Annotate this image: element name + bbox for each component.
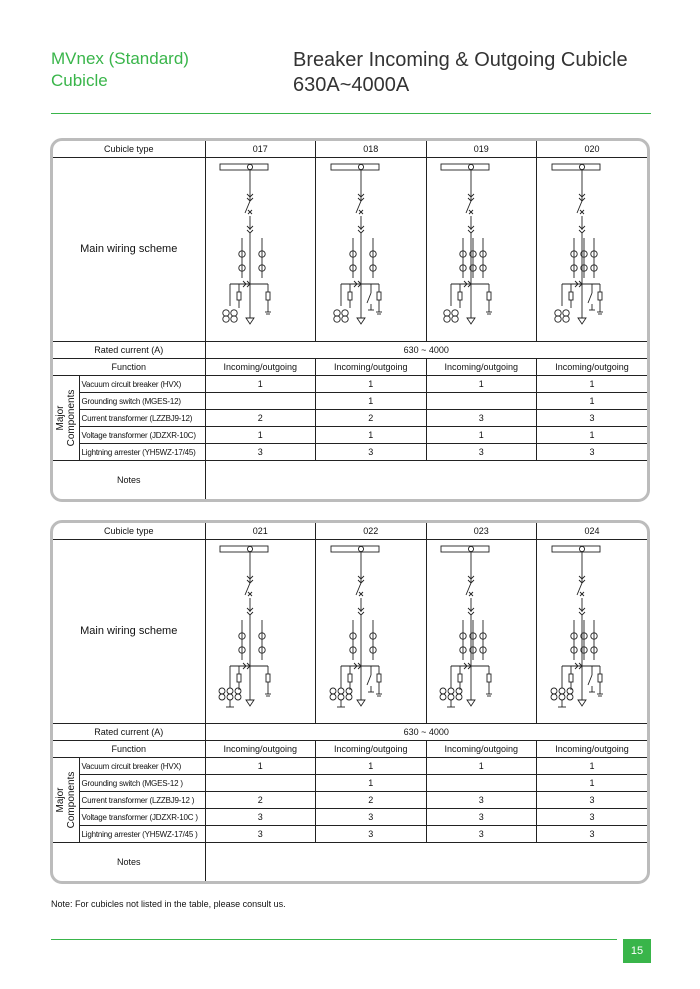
cubicle-type-value: 022 (316, 523, 427, 540)
wiring-scheme-row (53, 158, 647, 342)
function-value: Incoming/outgoing (426, 359, 537, 376)
component-qty: 1 (426, 376, 537, 393)
component-qty: 3 (537, 826, 648, 843)
component-name: Vacuum circuit breaker (HVX) (79, 376, 205, 393)
component-qty: 3 (205, 826, 316, 843)
component-qty: 3 (205, 809, 316, 826)
component-qty: 1 (316, 376, 427, 393)
major-label-line2: Components (65, 389, 77, 447)
function-value: Incoming/outgoing (426, 741, 537, 758)
component-qty: 1 (537, 376, 648, 393)
wiring-diagram-cell (426, 158, 537, 342)
component-row (53, 792, 647, 809)
notes-value (205, 461, 647, 500)
component-row (53, 758, 647, 775)
major-label-line1: Major (54, 405, 66, 431)
major-components-label (53, 758, 79, 843)
series-title (51, 48, 189, 92)
function-value: Incoming/outgoing (537, 741, 648, 758)
component-name: Lightning arrester (YH5WZ-17/45 ) (79, 826, 205, 843)
cubicle-spec-table (53, 523, 647, 881)
component-row (53, 427, 647, 444)
function-value: Incoming/outgoing (537, 359, 648, 376)
component-qty: 1 (316, 775, 427, 792)
notes-row (53, 461, 647, 500)
function-row (53, 359, 647, 376)
rated-current-value: 630 ~ 4000 (205, 724, 647, 741)
page-number: 15 (623, 939, 651, 963)
page-title-line1: Breaker Incoming & Outgoing Cubicle (293, 49, 628, 71)
component-qty (426, 393, 537, 410)
cubicle-type-value: 018 (316, 141, 427, 158)
component-qty: 1 (537, 775, 648, 792)
footer-divider (51, 939, 617, 940)
function-value: Incoming/outgoing (316, 741, 427, 758)
wiring-diagram-icon (210, 158, 310, 341)
major-label-line1: Major (54, 787, 66, 813)
wiring-diagram-icon (431, 540, 531, 723)
component-qty: 3 (426, 410, 537, 427)
component-qty: 1 (426, 758, 537, 775)
component-qty: 3 (316, 444, 427, 461)
component-name: Voltage transformer (JDZXR-10C ) (79, 809, 205, 826)
component-row (53, 393, 647, 410)
wiring-diagram-cell (537, 540, 648, 724)
page-title-line2: 630A~4000A (293, 74, 410, 96)
component-qty: 1 (537, 427, 648, 444)
component-qty: 1 (316, 758, 427, 775)
wiring-scheme-row (53, 540, 647, 724)
component-qty: 3 (205, 444, 316, 461)
header-divider (51, 113, 651, 114)
component-row (53, 410, 647, 427)
function-value: Incoming/outgoing (316, 359, 427, 376)
footnote: Note: For cubicles not listed in the table, please consult us. (51, 899, 286, 909)
function-label: Function (53, 741, 205, 758)
cubicle-type-value: 019 (426, 141, 537, 158)
component-qty: 1 (537, 393, 648, 410)
component-qty: 3 (537, 809, 648, 826)
component-qty: 3 (426, 809, 537, 826)
major-label-line2: Components (65, 771, 77, 829)
component-row (53, 809, 647, 826)
cubicle-type-value: 017 (205, 141, 316, 158)
function-label: Function (53, 359, 205, 376)
wiring-diagram-icon (542, 158, 642, 341)
component-name: Vacuum circuit breaker (HVX) (79, 758, 205, 775)
rated-current-row (53, 724, 647, 741)
notes-label: Notes (53, 461, 205, 500)
series-title-line2: Cubicle (51, 71, 108, 90)
function-value: Incoming/outgoing (205, 359, 316, 376)
rated-current-label: Rated current (A) (53, 342, 205, 359)
component-row (53, 826, 647, 843)
main-wiring-label: Main wiring scheme (53, 158, 205, 342)
wiring-diagram-cell (537, 158, 648, 342)
wiring-diagram-cell (205, 158, 316, 342)
wiring-diagram-icon (542, 540, 642, 723)
component-row (53, 775, 647, 792)
wiring-diagram-cell (316, 540, 427, 724)
wiring-diagram-cell (426, 540, 537, 724)
cubicle-type-row (53, 523, 647, 540)
component-qty: 1 (205, 376, 316, 393)
wiring-diagram-icon (321, 540, 421, 723)
component-qty: 2 (316, 410, 427, 427)
component-qty: 3 (316, 809, 427, 826)
component-name: Current transformer (LZZBJ9-12 ) (79, 792, 205, 809)
component-qty (205, 393, 316, 410)
notes-row (53, 843, 647, 882)
wiring-diagram-icon (321, 158, 421, 341)
page-title (293, 48, 628, 98)
cubicle-type-row (53, 141, 647, 158)
component-qty: 2 (205, 410, 316, 427)
component-qty (426, 775, 537, 792)
cubicle-type-label: Cubicle type (53, 141, 205, 158)
component-qty: 3 (426, 444, 537, 461)
cubicle-table-2 (50, 520, 650, 884)
component-row (53, 444, 647, 461)
component-name: Voltage transformer (JDZXR-10C) (79, 427, 205, 444)
component-qty: 1 (426, 427, 537, 444)
component-qty: 1 (316, 393, 427, 410)
component-qty: 3 (426, 826, 537, 843)
component-qty: 1 (316, 427, 427, 444)
cubicle-type-label: Cubicle type (53, 523, 205, 540)
component-name: Grounding switch (MGES-12) (79, 393, 205, 410)
cubicle-type-value: 021 (205, 523, 316, 540)
function-value: Incoming/outgoing (205, 741, 316, 758)
component-qty (205, 775, 316, 792)
cubicle-type-value: 023 (426, 523, 537, 540)
main-wiring-label: Main wiring scheme (53, 540, 205, 724)
component-qty: 3 (316, 826, 427, 843)
major-components-label (53, 376, 79, 461)
rated-current-row (53, 342, 647, 359)
component-name: Current transformer (LZZBJ9-12) (79, 410, 205, 427)
component-qty: 1 (205, 758, 316, 775)
cubicle-type-value: 020 (537, 141, 648, 158)
series-title-line1: MVnex (Standard) (51, 49, 189, 68)
component-qty: 3 (426, 792, 537, 809)
wiring-diagram-icon (210, 540, 310, 723)
rated-current-label: Rated current (A) (53, 724, 205, 741)
component-row (53, 376, 647, 393)
wiring-diagram-cell (316, 158, 427, 342)
function-row (53, 741, 647, 758)
component-qty: 3 (537, 792, 648, 809)
cubicle-type-value: 024 (537, 523, 648, 540)
cubicle-table-1 (50, 138, 650, 502)
rated-current-value: 630 ~ 4000 (205, 342, 647, 359)
component-name: Lightning arrester (YH5WZ-17/45) (79, 444, 205, 461)
component-qty: 3 (537, 444, 648, 461)
component-qty: 2 (316, 792, 427, 809)
component-qty: 3 (537, 410, 648, 427)
notes-value (205, 843, 647, 882)
notes-label: Notes (53, 843, 205, 882)
wiring-diagram-cell (205, 540, 316, 724)
component-qty: 1 (205, 427, 316, 444)
cubicle-spec-table (53, 141, 647, 499)
wiring-diagram-icon (431, 158, 531, 341)
component-qty: 1 (537, 758, 648, 775)
component-qty: 2 (205, 792, 316, 809)
component-name: Grounding switch (MGES-12 ) (79, 775, 205, 792)
